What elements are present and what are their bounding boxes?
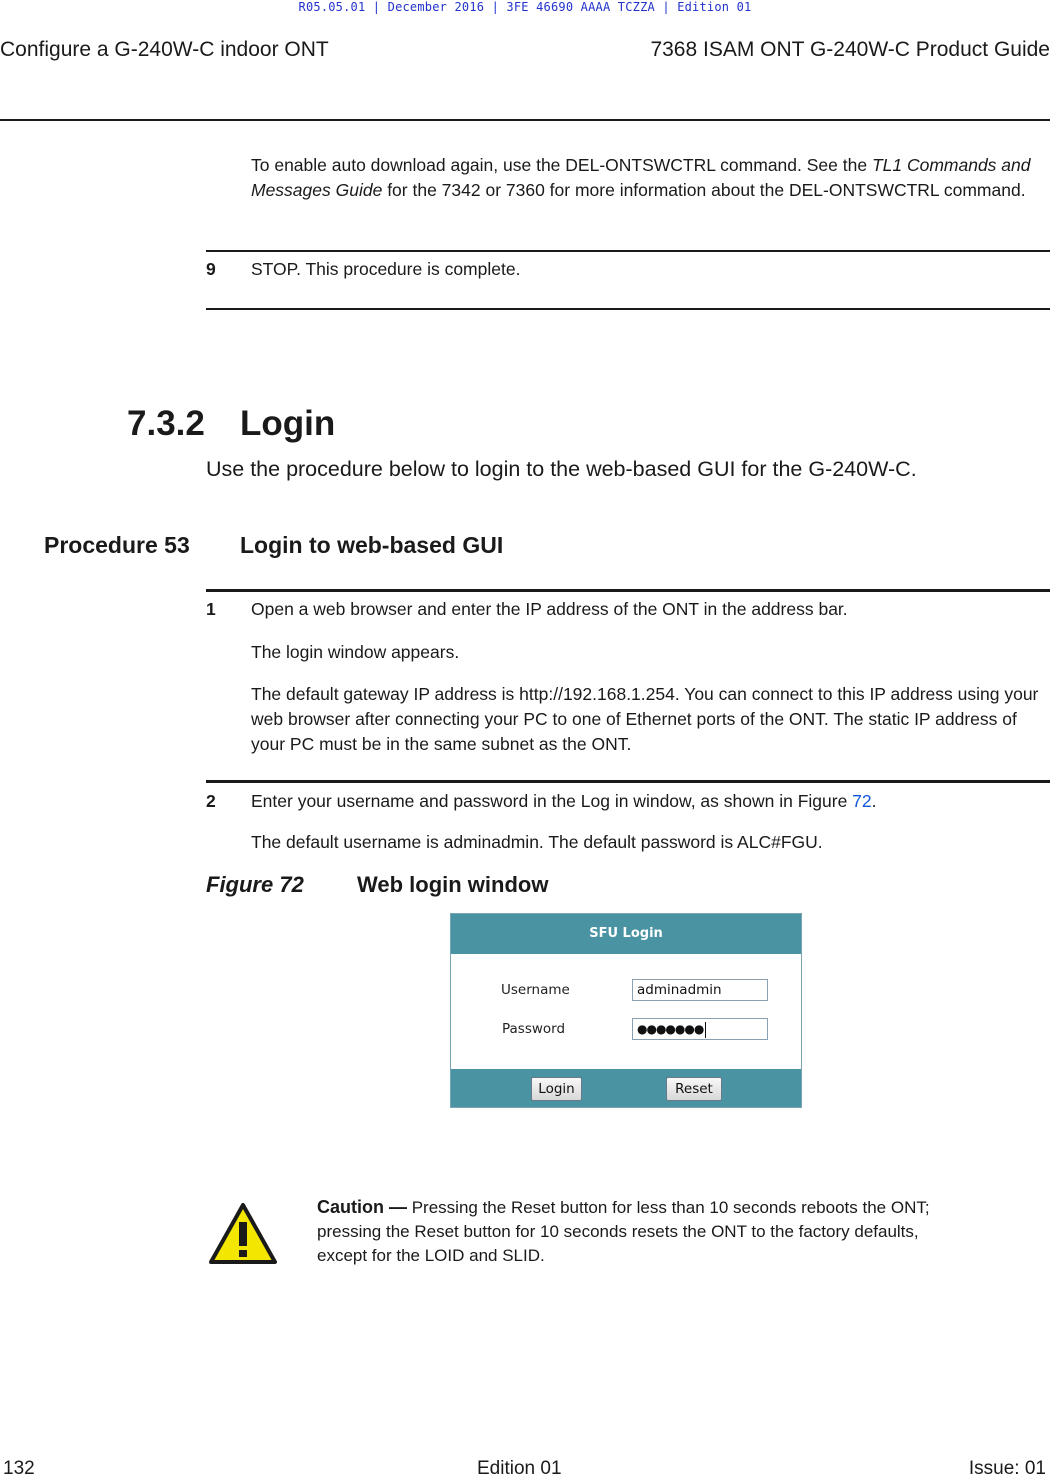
header-rule — [0, 119, 1050, 121]
figure-title: Web login window — [357, 872, 549, 897]
step1-note: The default gateway IP address is http://192.168.1.254. You can connect to this IP address using your web browser after connecting your PC to one of Ethernet ports of the ONT. The static IP address of your PC must be in the same subnet as the ONT. — [251, 684, 1039, 754]
step9-text: STOP. This procedure is complete. — [251, 259, 521, 279]
password-label: Password — [502, 1021, 566, 1037]
header-chapter-title: Configure a G-240W-C indoor ONT — [0, 38, 329, 61]
step1-number: 1 — [206, 599, 216, 619]
login-form — [451, 954, 801, 1071]
warning-triangle-icon — [208, 1202, 278, 1266]
caution-heading: Caution — — [317, 1197, 407, 1217]
step8-continuation-text: To enable auto download again, use the DEL-ONTSWCTRL command. See the TL1 Commands and Messages Guide for the 7342 or 7360 for more information about the DEL-ONTSWCTRL command. — [251, 155, 1031, 200]
login-window-title: SFU Login — [451, 914, 801, 954]
step9-number: 9 — [206, 259, 216, 279]
step-divider — [206, 780, 1050, 783]
caution-text: Pressing the Reset button for less than 10 seconds reboots the ONT; pressing the Reset button for 10 seconds resets the ONT to the factory defaults, except for the LOID and SLID. — [317, 1198, 930, 1265]
username-label: Username — [501, 982, 570, 998]
step-divider — [206, 250, 1050, 252]
login-button[interactable]: Login — [531, 1077, 582, 1101]
password-input[interactable]: ●●●●●●● — [632, 1018, 768, 1040]
procedure-title: Login to web-based GUI — [240, 532, 504, 558]
login-window — [450, 913, 802, 1108]
section-intro: Use the procedure below to login to the web-based GUI for the G-240W-C. — [206, 457, 917, 481]
procedure-start-rule — [206, 589, 1050, 592]
section-title: Login — [240, 404, 336, 443]
login-button-bar — [451, 1069, 801, 1107]
step2-number: 2 — [206, 791, 216, 811]
footer-issue: Issue: 01 — [968, 1458, 1046, 1479]
caution-note — [317, 1195, 957, 1268]
step1-result: The login window appears. — [251, 642, 460, 662]
page-number: 132 — [3, 1458, 35, 1479]
document-watermark: R05.05.01 | December 2016 | 3FE 46690 AAAA TCZZA | Edition 01 — [298, 0, 752, 14]
figure-72-link[interactable]: 72 — [852, 791, 872, 811]
tl1-guide-reference: TL1 Commands and Messages Guide — [251, 155, 1031, 200]
step1-text: Open a web browser and enter the IP address of the ONT in the address bar. — [251, 599, 848, 619]
header-guide-title: 7368 ISAM ONT G-240W-C Product Guide — [650, 38, 1050, 61]
step2-note: The default username is adminadmin. The default password is ALC#FGU. — [251, 832, 823, 852]
procedure-label: Procedure 53 — [44, 532, 190, 558]
procedure-end-rule — [206, 308, 1050, 310]
username-input[interactable]: adminadmin — [632, 979, 768, 1001]
section-number: 7.3.2 — [127, 404, 205, 443]
reset-button[interactable]: Reset — [666, 1077, 722, 1101]
footer-edition: Edition 01 — [477, 1458, 562, 1479]
step2-text: Enter your username and password in the Log in window, as shown in Figure 72. — [251, 791, 877, 811]
figure-label: Figure 72 — [206, 872, 304, 897]
